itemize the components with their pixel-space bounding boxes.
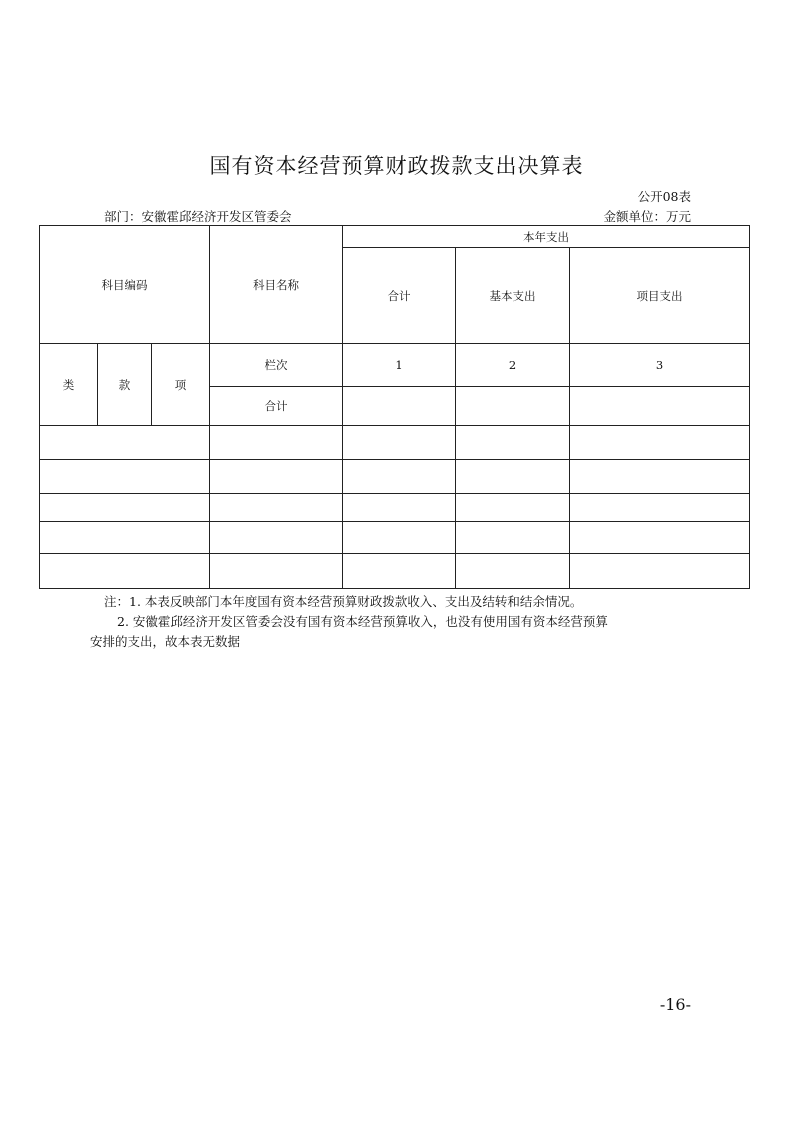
header-section: 款 <box>98 344 152 426</box>
department-label: 部门：安徽霍邱经济开发区管委会 <box>104 209 292 224</box>
row-column-number-label: 栏次 <box>210 344 343 387</box>
budget-table <box>39 225 750 589</box>
header-total: 合计 <box>343 248 456 344</box>
table-cell <box>210 554 343 589</box>
table-cell <box>210 426 343 460</box>
table-cell <box>456 426 570 460</box>
table-cell <box>343 387 456 426</box>
table-row <box>40 522 750 554</box>
note-line-2-continued: 安排的支出，故本表无数据 <box>90 634 241 649</box>
table-cell <box>40 426 210 460</box>
table-cell <box>343 426 456 460</box>
table-row <box>40 460 750 494</box>
table-cell <box>343 460 456 494</box>
table-row <box>40 426 750 460</box>
header-current-year-expense: 本年支出 <box>343 226 750 248</box>
table-cell <box>210 460 343 494</box>
table-cell <box>456 554 570 589</box>
note-line-1: 注：1. 本表反映部门本年度国有资本经营预算财政拨款收入、支出及结转和结余情况。 <box>104 594 583 609</box>
table-cell <box>570 387 750 426</box>
page-title: 国有资本经营预算财政拨款支出决算表 <box>209 154 584 178</box>
row-total-label: 合计 <box>210 387 343 426</box>
header-subject-name: 科目名称 <box>210 226 343 344</box>
table-cell <box>210 522 343 554</box>
header-class: 类 <box>40 344 98 426</box>
table-cell <box>40 522 210 554</box>
table-notes <box>90 592 704 652</box>
column-number-3: 3 <box>570 344 750 387</box>
table-cell <box>343 494 456 522</box>
column-number-2: 2 <box>456 344 570 387</box>
table-cell <box>570 426 750 460</box>
table-row <box>40 494 750 522</box>
table-cell <box>456 387 570 426</box>
table-cell <box>343 554 456 589</box>
header-project-expense: 项目支出 <box>570 248 750 344</box>
table-cell <box>210 494 343 522</box>
header-basic-expense: 基本支出 <box>456 248 570 344</box>
note-line-2: 2. 安徽霍邱经济开发区管委会没有国有资本经营预算收入，也没有使用国有资本经营预算 <box>117 614 608 629</box>
table-cell <box>570 522 750 554</box>
amount-unit-label: 金额单位：万元 <box>603 209 691 224</box>
table-cell <box>40 554 210 589</box>
form-code: 公开08表 <box>637 189 691 204</box>
table-cell <box>343 522 456 554</box>
table-row <box>40 554 750 589</box>
header-item: 项 <box>152 344 210 426</box>
table-cell <box>40 494 210 522</box>
table-cell <box>570 494 750 522</box>
table-cell <box>570 554 750 589</box>
header-subject-code: 科目编码 <box>40 226 210 344</box>
page-number: -16- <box>659 995 691 1014</box>
table-cell <box>456 460 570 494</box>
table-cell <box>40 460 210 494</box>
table-cell <box>456 522 570 554</box>
table-cell <box>456 494 570 522</box>
table-cell <box>570 460 750 494</box>
column-number-1: 1 <box>343 344 456 387</box>
